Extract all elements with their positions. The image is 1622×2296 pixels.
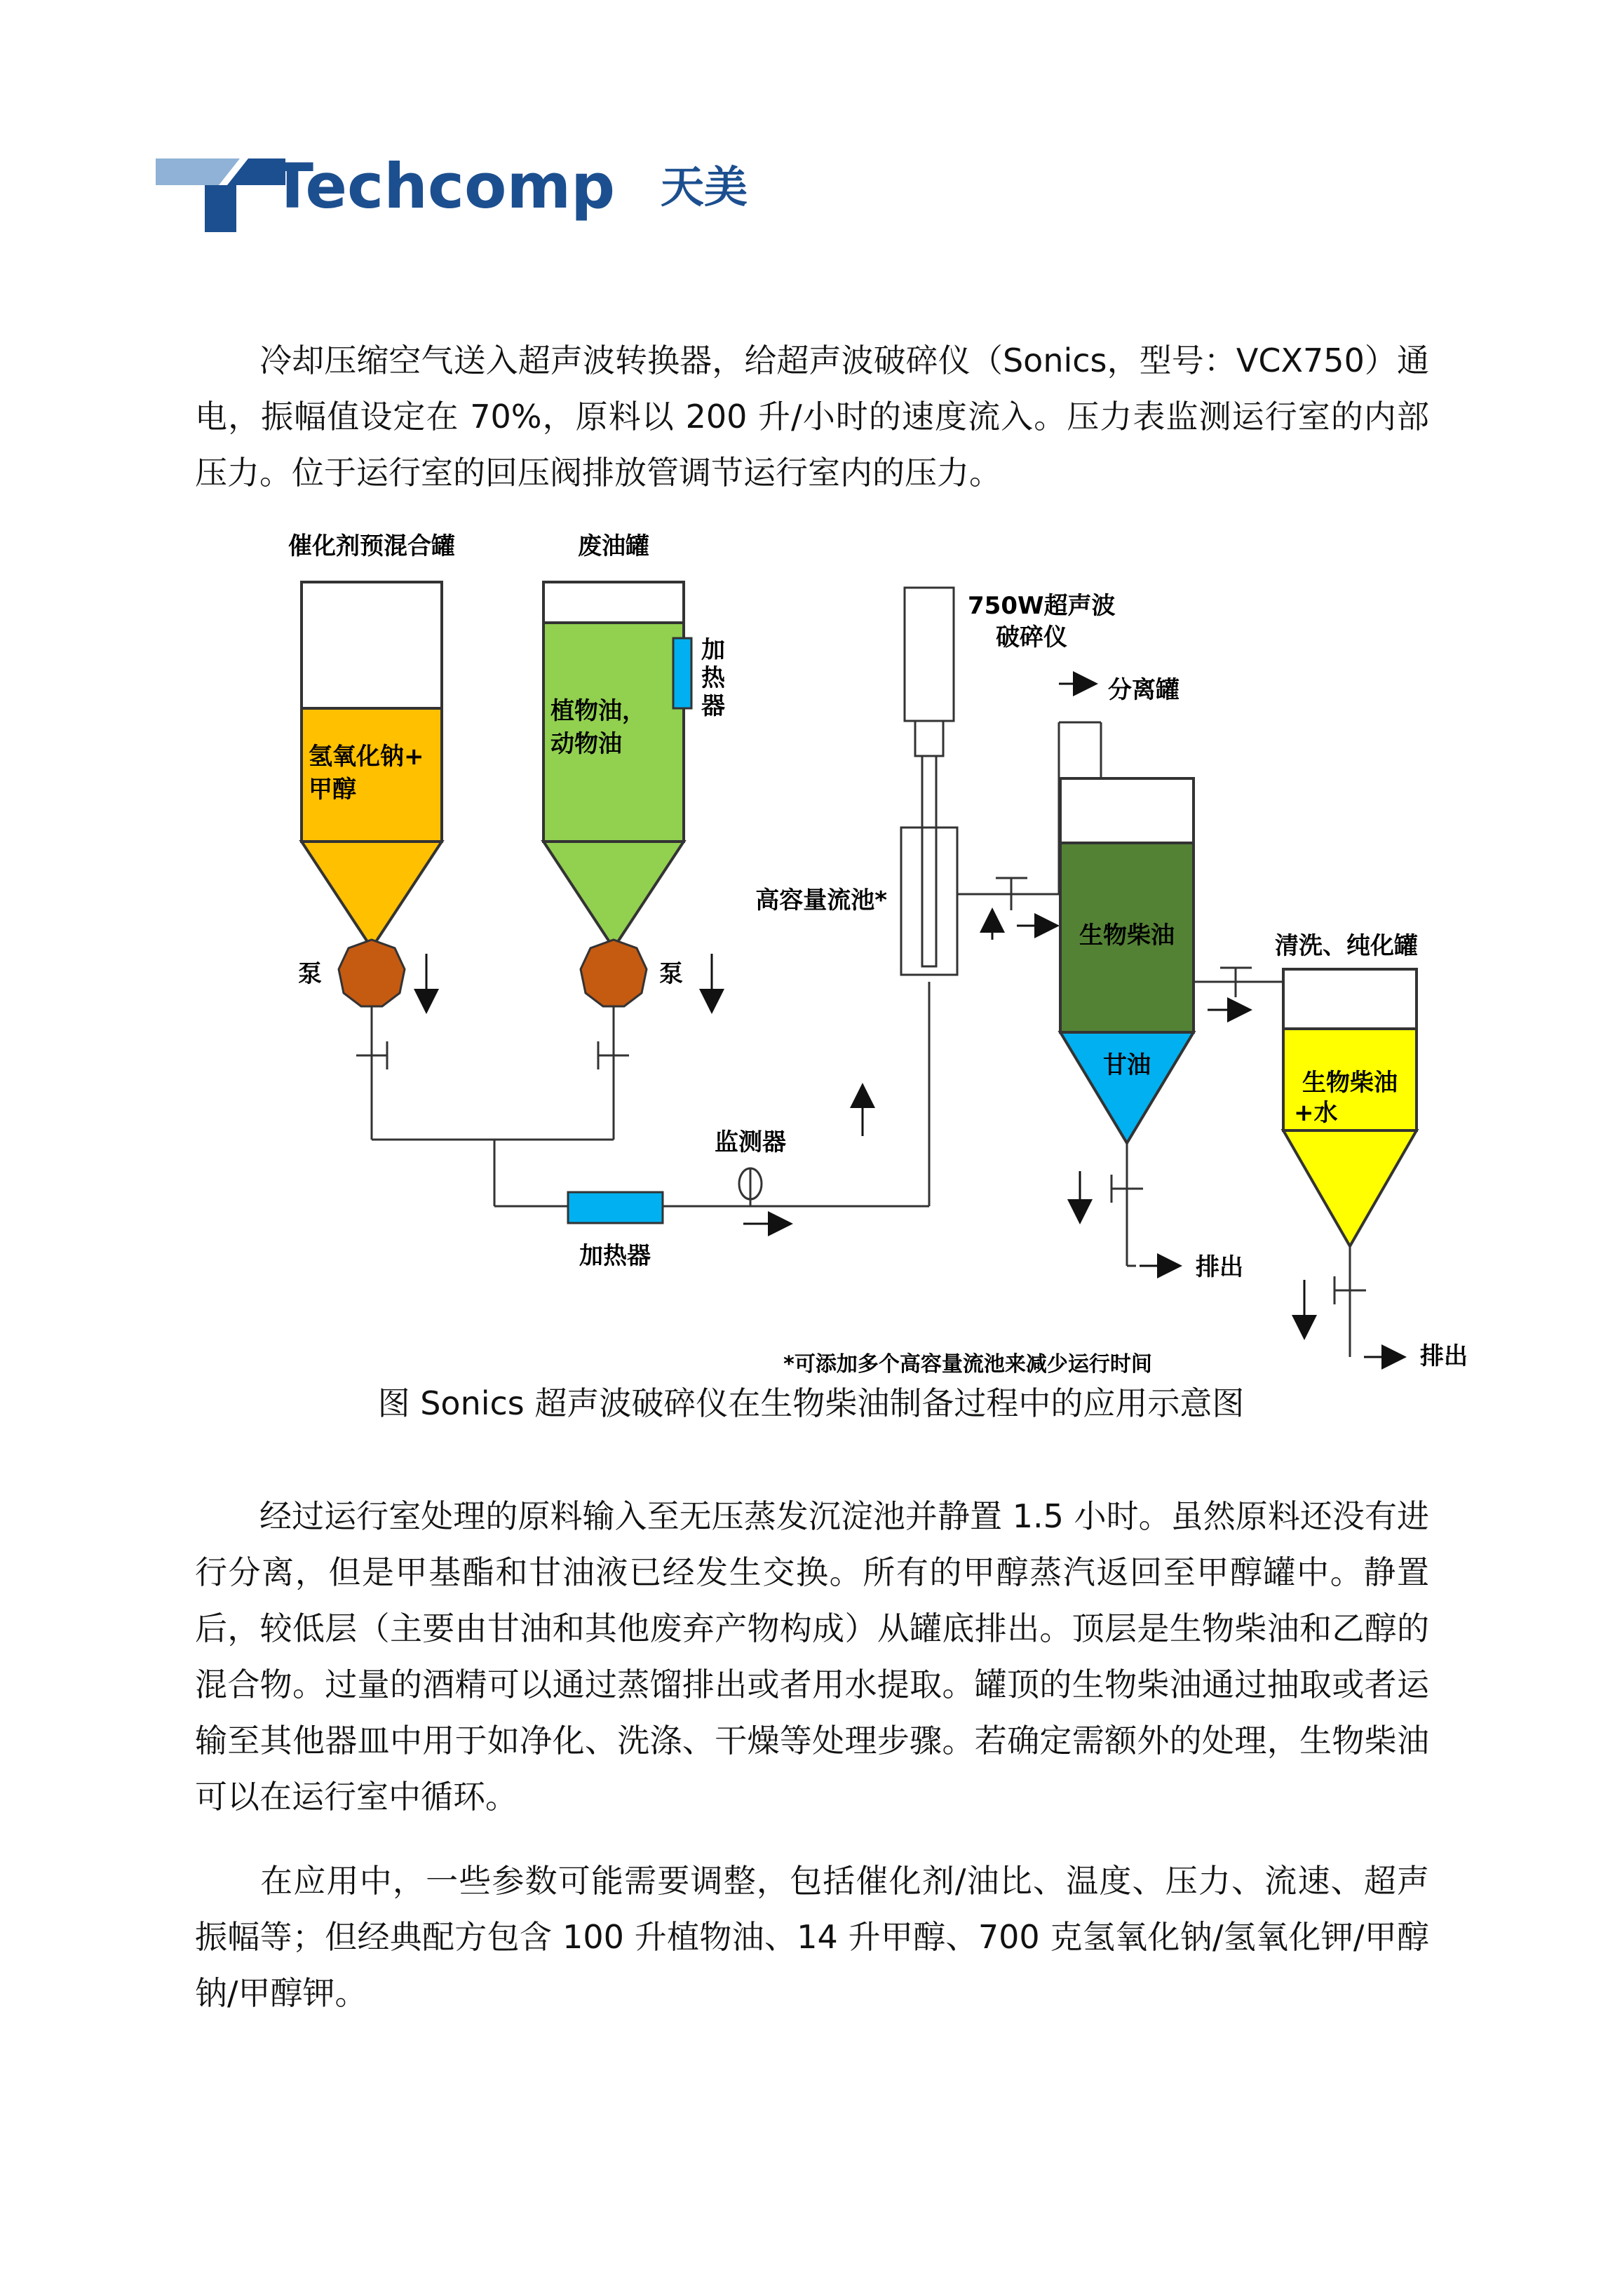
wash-tank-title: 清洗、纯化罐 (1275, 932, 1418, 960)
discharge1-label: 排出 (1196, 1253, 1243, 1281)
side-heater-label-3: 器 (701, 692, 725, 720)
logo-mark-icon (156, 158, 285, 232)
pump1-label: 泵 (298, 960, 322, 988)
logo-brand-name: Techcomp (271, 150, 616, 222)
inline-heater (568, 1192, 663, 1223)
tank1-content-line2: 甲醇 (309, 776, 356, 804)
separator-biodiesel-label: 生物柴油 (1079, 921, 1175, 950)
sonicator-label-line2: 破碎仪 (996, 623, 1067, 651)
wash-content-line2: +水 (1294, 1099, 1338, 1127)
sonicator-label-line1: 750W超声波 (968, 592, 1116, 620)
paragraph-process (195, 1488, 1429, 1825)
flow-cell-label: 高容量流池* (755, 886, 887, 914)
monitor-label: 监测器 (715, 1128, 786, 1156)
inline-heater-label: 加热器 (579, 1242, 651, 1270)
waste-oil-tank (543, 582, 684, 948)
side-heater-label-2: 热 (701, 664, 725, 692)
tank2-content-line1: 植物油， (550, 697, 646, 725)
diagram-footnote: *可添加多个高容量流池来减少运行时间 (783, 1352, 1152, 1377)
paragraph-intro (195, 332, 1429, 501)
wash-content-line1: 生物柴油 (1302, 1069, 1398, 1097)
tank2-title: 废油罐 (578, 532, 649, 560)
side-heater-label-1: 加 (701, 636, 725, 664)
paragraph-recipe (195, 1853, 1429, 2021)
paragraph-process-text: 经过运行室处理的原料输入至无压蒸发沉淀池并静置 1.5 小时。虽然原料还没有进行分离，但是甲基酯和甘油液已经发生交换。所有的甲醇蒸汽返回至甲醇罐中。静置后，较低层（主要由甘油和其他废弃产物构成）从罐底排出。顶层是生物柴油和乙醇的混合物。过量的酒精可以通过蒸馏排出或者用水提取。罐顶的生物柴油通过抽取或者运输至其他器皿中用于如净化、洗涤、干燥等处理步骤。若确定需额外的处理，生物柴油可以在运行室中循环。 (195, 1497, 1429, 1816)
separator-tank (1060, 778, 1194, 1143)
separator-title: 分离罐 (1108, 676, 1180, 704)
inlet-piping (356, 982, 929, 1206)
paragraph-intro-text: 冷却压缩空气送入超声波转换器，给超声波破碎仪（Sonics，型号：VCX750）通电，振幅值设定在 70%，原料以 200 升/小时的速度流入。压力表监测运行室的内部压力。位于运行室的回压阀排放管调节运行室内的压力。 (195, 342, 1429, 492)
separator-glycerin-label: 甘油 (1103, 1051, 1151, 1079)
pump2-icon (581, 940, 647, 1006)
tank1-content-line1: 氢氧化钠+ (309, 743, 424, 771)
paragraph-recipe-text: 在应用中，一些参数可能需要调整，包括催化剂/油比、温度、压力、流速、超声振幅等；但经典配方包含 100 升植物油、14 升甲醇、700 克氢氧化钠/氢氧化钾/甲醇钠/甲醇钾。 (195, 1862, 1429, 2012)
pump1-icon (339, 940, 405, 1006)
tank2-content-line2: 动物油 (550, 730, 622, 758)
side-heater (673, 638, 691, 708)
pump2-label: 泵 (659, 960, 683, 988)
techcomp-logo (156, 144, 787, 250)
tank1-title: 催化剂预混合罐 (288, 532, 455, 560)
sonicator (905, 588, 954, 966)
discharge2-label: 排出 (1420, 1342, 1468, 1370)
process-diagram (266, 519, 1501, 1382)
logo-brand-cn: 天美 (661, 161, 748, 212)
figure-caption: 图 Sonics 超声波破碎仪在生物柴油制备过程中的应用示意图 (377, 1384, 1245, 1422)
